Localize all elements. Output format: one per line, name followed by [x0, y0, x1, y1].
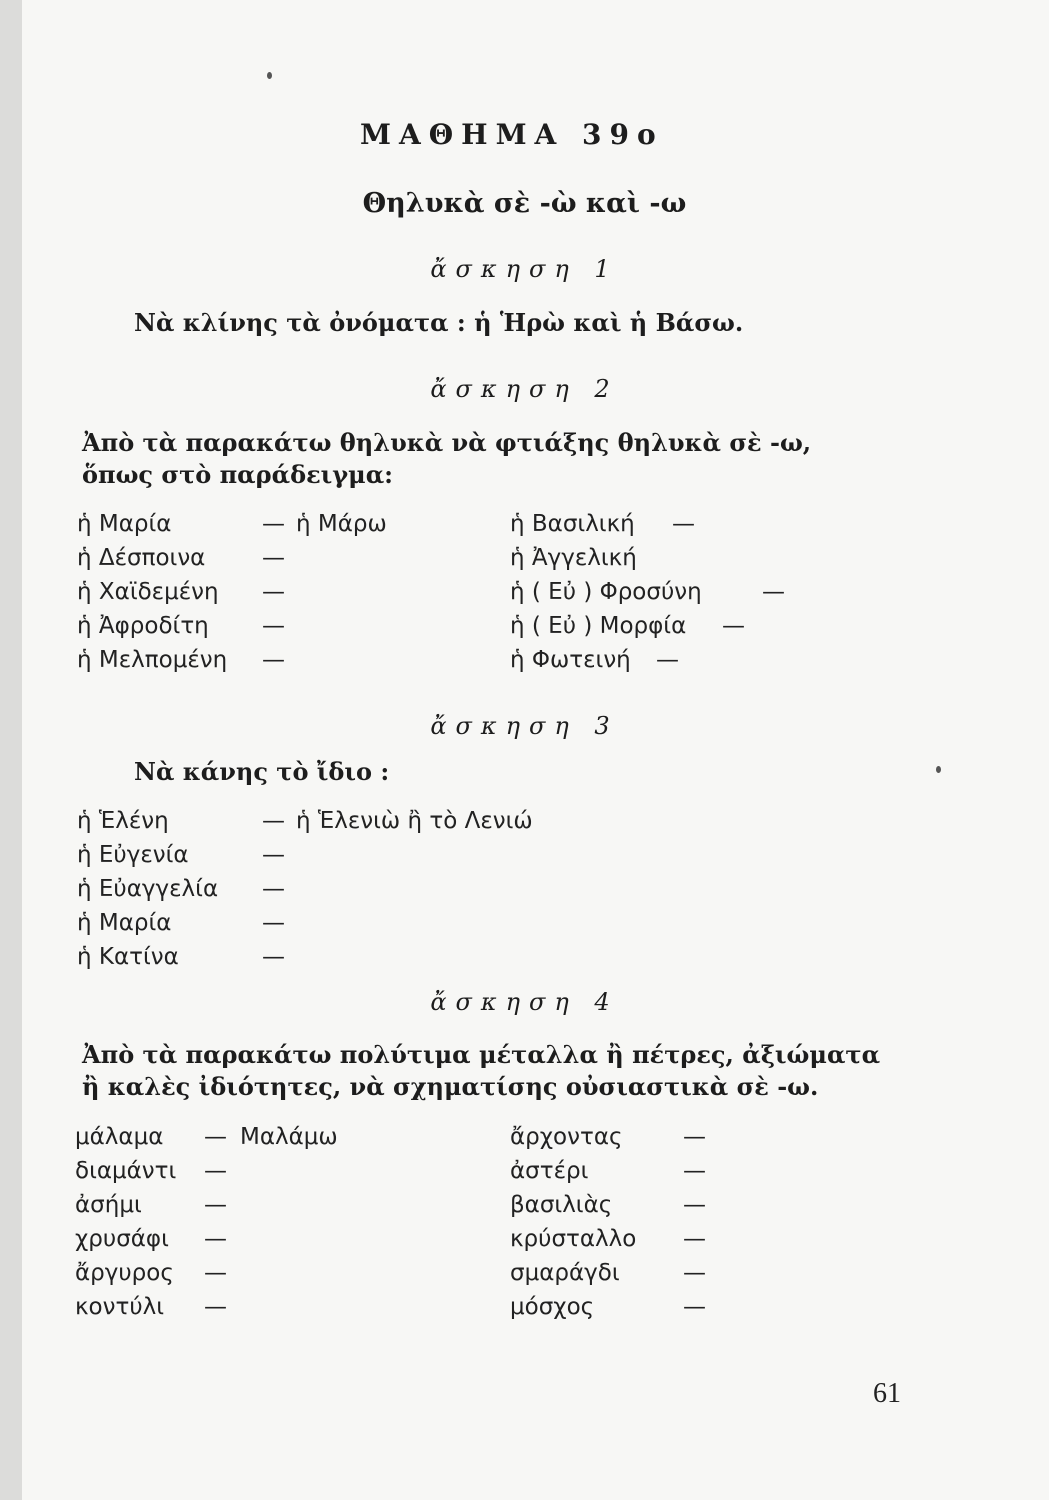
ex3-dash: — [262, 876, 285, 902]
lesson-subtitle: Θηλυκὰ σὲ -ὼ καὶ -ω [362, 188, 687, 219]
exercise-2-instruction-line1: Ἀπὸ τὰ παρακάτω θηλυκὰ νὰ φτιάξης θηλυκὰ σὲ -ω, [82, 428, 812, 457]
ex2-left-item: ἡ Δέσποινα [77, 545, 206, 571]
lesson-title: ΜΑΘΗΜΑ 39ο [360, 118, 664, 151]
exercise-2-instruction-line2: ὅπως στὸ παράδειγμα: [82, 460, 394, 489]
ex4-left-dash: — [204, 1226, 227, 1252]
ex3-example-answer: ἡ Ἑλενιὼ ἢ τὸ Λενιώ [296, 808, 533, 834]
ex2-right-dash: — [656, 647, 679, 673]
page-number: 61 [873, 1378, 901, 1409]
ex4-right-dash: — [683, 1260, 706, 1286]
ex4-right-dash: — [683, 1158, 706, 1184]
ex4-left-dash: — [204, 1158, 227, 1184]
exercise-1-heading: ἄσκηση 1 [430, 255, 619, 283]
ex2-right-dash: — [722, 613, 745, 639]
ex2-example-answer: ἡ Μάρω [296, 511, 387, 537]
ex4-right-dash: — [683, 1226, 706, 1252]
ex2-right-item: ἡ Βασιλική [510, 511, 635, 537]
ex2-left-dash: — [262, 511, 285, 537]
ex2-left-item: ἡ Μαρία [77, 511, 172, 537]
page-binding-shadow [0, 0, 22, 1500]
ex3-dash: — [262, 808, 285, 834]
ex4-left-dash: — [204, 1294, 227, 1320]
ex4-left-item: χρυσάφι [75, 1226, 169, 1252]
ex4-right-dash: — [683, 1192, 706, 1218]
ex4-example-answer: Μαλάμω [240, 1124, 338, 1150]
ex2-left-dash: — [262, 579, 285, 605]
exercise-2-heading: ἄσκηση 2 [430, 375, 619, 403]
ex4-right-dash: — [683, 1294, 706, 1320]
ink-speck [936, 766, 941, 773]
ex2-right-item: ἡ ( Εὐ ) Φροσύνη [510, 579, 702, 605]
ex2-right-dash: — [672, 511, 695, 537]
exercise-4-heading: ἄσκηση 4 [430, 988, 619, 1016]
exercise-4-instruction-line1: Ἀπὸ τὰ παρακάτω πολύτιμα μέταλλα ἢ πέτρες, ἀξιώματα [82, 1040, 881, 1069]
ex4-right-item: σμαράγδι [510, 1260, 620, 1286]
ex3-dash: — [262, 910, 285, 936]
ex4-left-dash: — [204, 1260, 227, 1286]
ex3-dash: — [262, 944, 285, 970]
ex4-right-item: ἀστέρι [510, 1158, 589, 1184]
ex2-left-item: ἡ Ἀφροδίτη [77, 613, 209, 639]
ex4-left-item: ἀσήμι [75, 1192, 142, 1218]
ex3-item: ἡ Κατίνα [77, 944, 179, 970]
ex2-right-item: ἡ ( Εὐ ) Μορφία [510, 613, 687, 639]
ex4-right-item: κρύσταλλο [510, 1226, 637, 1252]
ex4-right-item: ἄρχοντας [510, 1124, 623, 1150]
ex2-right-item: ἡ Φωτεινή [510, 647, 631, 673]
ex2-left-dash: — [262, 545, 285, 571]
exercise-4-instruction-line2: ἢ καλὲς ἰδιότητες, νὰ σχηματίσης οὐσιαστικὰ σὲ -ω. [82, 1072, 819, 1101]
ex4-left-dash: — [204, 1124, 227, 1150]
ex2-left-item: ἡ Μελπομένη [77, 647, 228, 673]
ink-speck [267, 72, 272, 79]
exercise-3-instruction: Νὰ κάνης τὸ ἴδιο : [134, 757, 390, 786]
ex2-left-dash: — [262, 647, 285, 673]
exercise-1-instruction: Νὰ κλίνης τὰ ὀνόματα : ἡ Ἡρὼ καὶ ἡ Βάσω. [134, 308, 744, 337]
ex3-item: ἡ Μαρία [77, 910, 172, 936]
ex3-dash: — [262, 842, 285, 868]
ex4-left-dash: — [204, 1192, 227, 1218]
ex4-right-item: μόσχος [510, 1294, 595, 1320]
ex3-item: ἡ Ἑλένη [77, 808, 169, 834]
exercise-3-heading: ἄσκηση 3 [430, 712, 619, 740]
ex2-right-dash: — [762, 579, 785, 605]
ex4-right-item: βασιλιὰς [510, 1192, 613, 1218]
ex4-right-dash: — [683, 1124, 706, 1150]
ex3-item: ἡ Εὐαγγελία [77, 876, 219, 902]
ex4-left-item: μάλαμα [75, 1124, 164, 1150]
ex2-left-item: ἡ Χαϊδεμένη [77, 579, 219, 605]
ex3-item: ἡ Εὐγενία [77, 842, 189, 868]
ex4-left-item: κοντύλι [75, 1294, 165, 1320]
ex4-left-item: διαμάντι [75, 1158, 177, 1184]
ex2-right-item: ἡ Ἀγγελική [510, 545, 637, 571]
ex2-left-dash: — [262, 613, 285, 639]
ex4-left-item: ἄργυρος [75, 1260, 174, 1286]
